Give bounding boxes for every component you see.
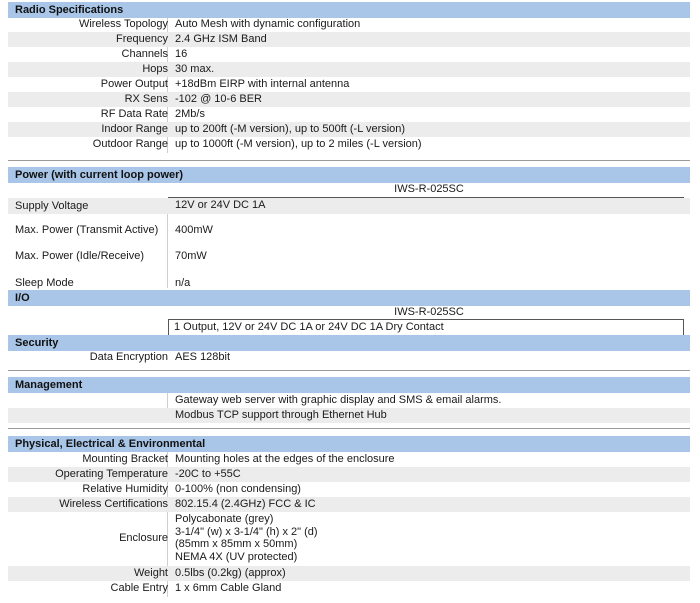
spec-value: Auto Mesh with dynamic configuration [175, 18, 361, 30]
spec-row [8, 452, 690, 467]
spec-row [8, 137, 690, 152]
spec-label: Cable Entry [110, 582, 168, 594]
spec-label: Wireless Certifications [59, 498, 168, 510]
spec-value: Mounting holes at the edges of the enclosure [175, 453, 395, 465]
spec-value: 12V or 24V DC 1A [175, 199, 266, 211]
spec-row [8, 62, 690, 77]
spec-value: 70mW [175, 250, 207, 262]
spec-row [8, 581, 690, 596]
spec-label: Hops [142, 63, 168, 75]
spec-value: 2.4 GHz ISM Band [175, 33, 267, 45]
section-header-management: Management [8, 377, 690, 393]
section-header-io: I/O [8, 290, 690, 306]
spec-value: up to 200ft (-M version), up to 500ft (-L version) [175, 123, 406, 135]
model-row [8, 182, 690, 197]
spec-label: Wireless Topology [78, 18, 168, 30]
spec-label: Operating Temperature [55, 468, 168, 480]
spec-label: Weight [133, 567, 168, 579]
spec-label: Frequency [116, 33, 168, 45]
spec-value: 30 max. [175, 63, 215, 75]
spec-value: Gateway web server with graphic display and SMS & email alarms. [175, 394, 502, 406]
spec-row [8, 47, 690, 62]
spec-value: up to 1000ft (-M version), up to 2 miles (-L version) [175, 138, 422, 150]
spec-value: +18dBm EIRP with internal antenna [175, 78, 350, 90]
spec-value: 2Mb/s [175, 108, 205, 120]
spec-row [8, 482, 690, 497]
enclosure-line: (85mm x 85mm x 50mm) [175, 538, 298, 550]
spec-label: Indoor Range [101, 123, 168, 135]
spec-row [8, 249, 690, 264]
spec-label: Max. Power (Transmit Active) [15, 224, 159, 236]
spec-row [8, 467, 690, 482]
spec-value: 0.5lbs (0.2kg) (approx) [175, 567, 286, 579]
spec-row [8, 393, 690, 408]
spec-value: 0-100% (non condensing) [175, 483, 301, 495]
spec-label: Sleep Mode [15, 277, 74, 289]
spec-label: Data Encryption [89, 351, 168, 363]
spec-row [8, 32, 690, 47]
enclosure-line: Polycabonate (grey) [175, 513, 274, 525]
enclosure-line: NEMA 4X (UV protected) [175, 550, 298, 563]
spec-row [8, 276, 690, 291]
spec-row [8, 107, 690, 122]
spec-label: Relative Humidity [82, 483, 168, 495]
spec-label: Power Output [100, 78, 168, 90]
spec-label: Enclosure [119, 532, 168, 544]
spec-row [8, 223, 690, 249]
model-row [8, 305, 690, 320]
spec-label: RX Sens [124, 93, 168, 105]
spec-label: Max. Power (Idle/Receive) [15, 250, 144, 262]
spec-value: Modbus TCP support through Ethernet Hub [175, 409, 387, 421]
spec-value: 802.15.4 (2.4GHz) FCC & IC [175, 498, 316, 510]
spec-value: -102 @ 10-6 BER [175, 93, 262, 105]
spec-row [8, 566, 690, 581]
model-name: IWS-R-025SC [394, 183, 464, 195]
spec-value: -20C to +55C [175, 468, 241, 480]
spec-value: 1 x 6mm Cable Gland [175, 582, 282, 594]
spec-row [8, 17, 690, 32]
model-name: IWS-R-025SC [394, 306, 464, 318]
spec-value: 400mW [175, 224, 213, 236]
section-header-radio: Radio Specifications [8, 2, 690, 18]
spec-value: n/a [175, 277, 191, 289]
spec-row [8, 408, 690, 423]
spec-label: RF Data Rate [100, 108, 168, 120]
spec-label: Channels [121, 48, 168, 60]
enclosure-value [175, 513, 318, 563]
section-header-physical: Physical, Electrical & Environmental [8, 436, 690, 452]
spec-row [8, 92, 690, 107]
enclosure-row [8, 513, 690, 563]
spec-label: Outdoor Range [92, 138, 168, 150]
spec-row [8, 198, 690, 214]
spec-row [8, 350, 690, 365]
section-header-power: Power (with current loop power) [8, 167, 690, 183]
spec-row [8, 122, 690, 137]
io-value: 1 Output, 12V or 24V DC 1A or 24V DC 1A Dry Contact [168, 319, 684, 336]
spec-label: Supply Voltage [15, 200, 89, 212]
spec-value: AES 128bit [175, 351, 231, 363]
spec-label: Mounting Bracket [82, 453, 168, 465]
spec-row [8, 497, 690, 512]
spec-row [8, 77, 690, 92]
enclosure-line: 3-1/4" (w) x 3-1/4" (h) x 2" (d) [175, 525, 318, 538]
section-header-security: Security [8, 335, 690, 351]
spec-value: 16 [175, 48, 188, 60]
